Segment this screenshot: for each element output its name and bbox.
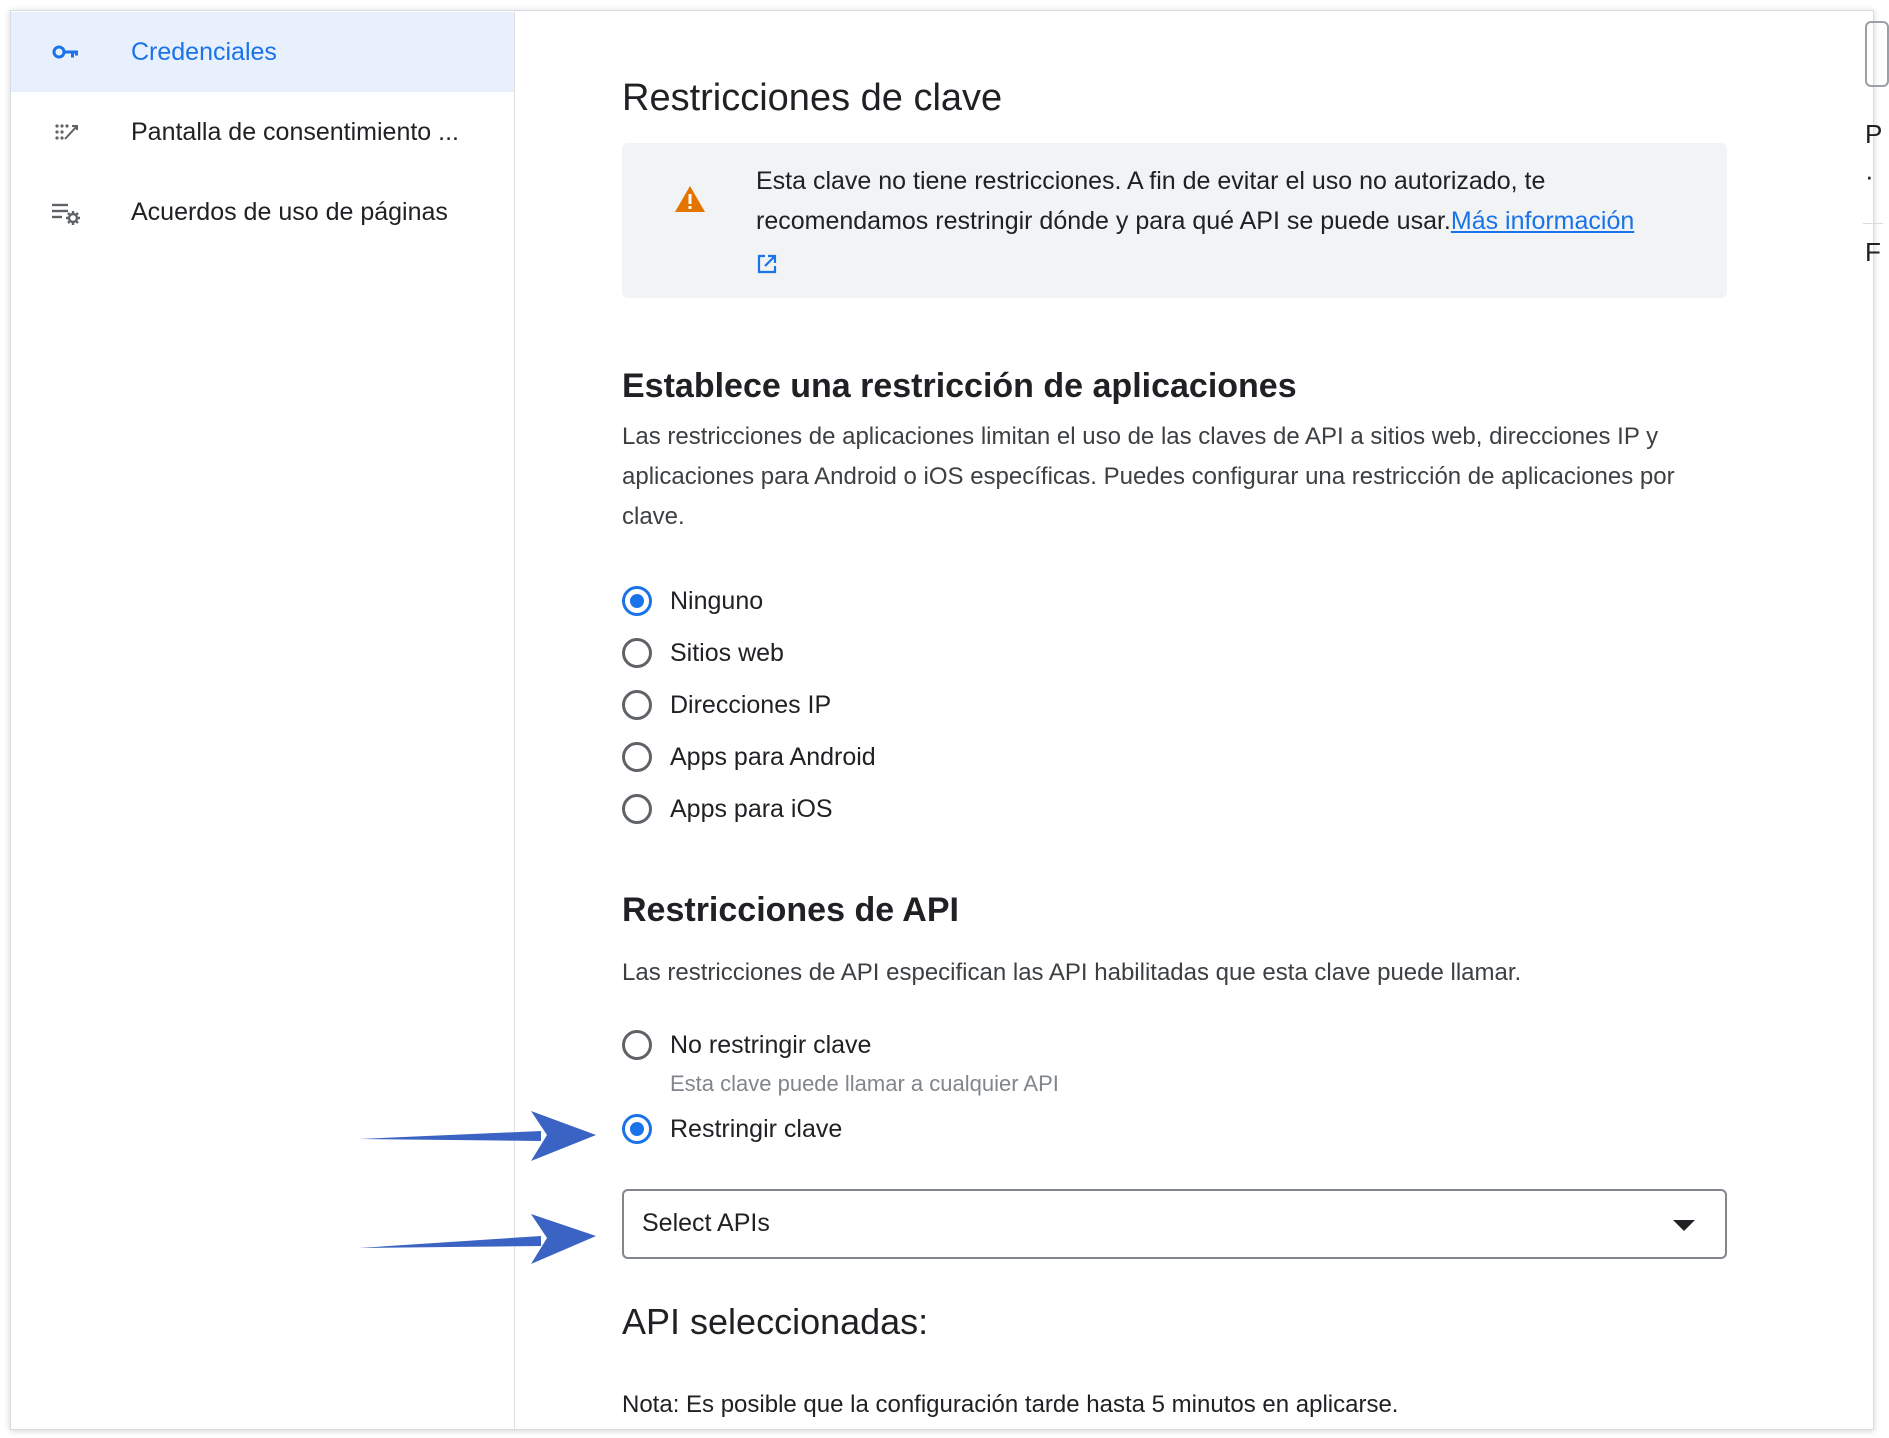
radio-label: Sitios web <box>670 638 784 667</box>
radio-button[interactable] <box>622 1030 652 1060</box>
select-apis-dropdown[interactable] <box>622 1189 1727 1259</box>
radio-button[interactable] <box>622 794 652 824</box>
notice-text <box>756 161 1696 241</box>
radio-button[interactable] <box>622 586 652 616</box>
annotation-arrow-icon <box>351 1101 611 1171</box>
sidebar-item-label: Acuerdos de uso de páginas <box>131 197 448 226</box>
sidebar-item-page-agreements[interactable] <box>11 172 514 252</box>
panel-button-partial[interactable] <box>1865 21 1889 87</box>
radio-label: Ninguno <box>670 586 764 615</box>
section-heading-app-restrictions: Establece una restricción de aplicaciones <box>622 367 1297 405</box>
radio-label: Restringir clave <box>670 1114 843 1143</box>
panel-text: P <box>1865 119 1883 149</box>
notice-message: Esta clave no tiene restricciones. A fin de evitar el uso no autorizado, te recomendamos restringir dónde y para qué API se puede usar. <box>756 167 1546 235</box>
sidebar-item-label: Credenciales <box>131 37 277 66</box>
warning-notice <box>622 143 1727 298</box>
config-note: Nota: Es posible que la configuración tarde hasta 5 minutos en aplicarse. <box>622 1391 1399 1418</box>
sidebar-item-credenciales[interactable] <box>11 12 514 92</box>
sidebar-item-label: Pantalla de consentimiento ... <box>131 117 459 146</box>
warning-icon <box>674 185 706 218</box>
radio-button[interactable] <box>622 1114 652 1144</box>
radio-button[interactable] <box>622 742 652 772</box>
radio-label: Apps para Android <box>670 742 876 771</box>
learn-more-link[interactable]: Más información <box>1450 207 1635 235</box>
divider <box>1863 223 1883 224</box>
radio-label: Apps para iOS <box>670 794 833 823</box>
side-panel-partial <box>1863 11 1883 1429</box>
app-window <box>10 10 1883 1430</box>
caret-down-icon <box>1673 1220 1695 1231</box>
section-description: Las restricciones de aplicaciones limitan el uso de las claves de API a sitios web, direcciones IP y aplicaciones para Android o iOS específicas. Puedes configurar una restricción de aplicaciones por clave. <box>622 423 1675 530</box>
annotation-arrow-icon <box>351 1206 611 1276</box>
radio-sublabel: Esta clave puede llamar a cualquier API <box>670 1071 1059 1096</box>
page-title: Restricciones de clave <box>622 77 1003 119</box>
section-heading-api-restrictions: Restricciones de API <box>622 891 959 929</box>
selected-apis-heading: API seleccionadas: <box>622 1301 929 1342</box>
radio-button[interactable] <box>622 690 652 720</box>
select-placeholder: Select APIs <box>642 1209 770 1237</box>
external-link-icon[interactable] <box>756 253 778 280</box>
sidebar-item-consent-screen[interactable] <box>11 92 514 172</box>
key-icon <box>51 37 81 67</box>
panel-text: · <box>1865 161 1874 191</box>
radio-label: Direcciones IP <box>670 690 832 719</box>
consent-dots-icon <box>51 117 81 147</box>
panel-text: F <box>1865 237 1881 267</box>
radio-button[interactable] <box>622 638 652 668</box>
section-description: Las restricciones de API especifican las API habilitadas que esta clave puede llamar. <box>622 959 1522 986</box>
list-settings-icon <box>51 197 81 227</box>
radio-label: No restringir clave <box>670 1030 872 1059</box>
